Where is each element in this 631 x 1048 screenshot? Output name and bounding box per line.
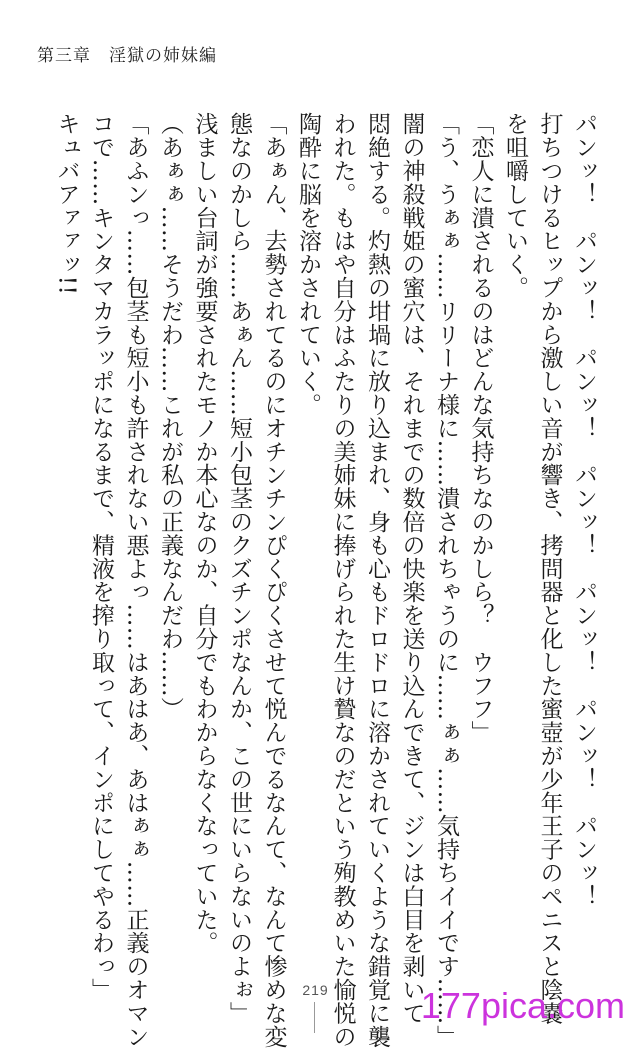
page-number-rule [314, 1002, 315, 1033]
text-line: （あぁぁ……そうだわ……これが私の正義なんだわ……） [157, 112, 183, 721]
text-line: 陶酔に脳を溶かされていく。 [295, 112, 321, 417]
text-line: 「あふンっ……包茎も短小も許されない悪よっ……はあはあ、あはぁぁ……正義のオマン [122, 112, 149, 1048]
text-line: 悶絶する。灼熱の坩堝に放り込まれ、身も心もドロドロに溶かされていくような錯覚に襲 [364, 112, 390, 1048]
text-line: 浅ましい台詞が強要されたモノか本心なのか、自分でもわからなくなっていた。 [191, 112, 218, 955]
text-line: 打ちつけるヒップから激しい音が響き、拷問器と化した蜜壺が少年王子のペニスと陰嚢 [536, 112, 563, 1025]
text-line: パンッ！ パンッ！ パンッ！ パンッ！ パンッ！ パンッ！ パンッ！ [571, 112, 597, 908]
text-line: 「う、うぁぁ……リリーナ様に……潰されちゃうのに……ぁぁ……気持ちイイです……」 [433, 112, 459, 1048]
text-line: われた。もはや自分はふたりの美姉妹に捧げられた生け贄なのだという殉教めいた愉悦の [329, 112, 356, 1048]
text-line: 態なのかしら……あぁん……短小包茎のクズチンポなんか、この世にいらないのよぉ」 [226, 112, 252, 1025]
site-watermark: 177pica.com [420, 985, 625, 1026]
text-line: コで……キンタマカラッポになるまで、精液を搾り取って、インポにしてやるわっ」 [88, 112, 114, 1002]
text-line: 闇の神殺戦姫の蜜穴は、それまでの数倍の快楽を送り込んできて、ジンは白目を剥いて [398, 112, 425, 1025]
text-line: キュバアァァッ!! [53, 112, 80, 296]
text-line: を咀嚼していく。 [502, 112, 528, 300]
chapter-header: 第三章 淫獄の姉妹編 [37, 46, 217, 66]
text-line: 「恋人に潰されるのはどんな気持ちなのかしら？ ウフフ」 [467, 112, 494, 744]
page-number: 219 [302, 982, 329, 998]
text-line: 「あぁん、去勢されてるのにオチンチンぴくぴくさせて悦んでるなんて、なんて惨めな変 [260, 112, 287, 1048]
